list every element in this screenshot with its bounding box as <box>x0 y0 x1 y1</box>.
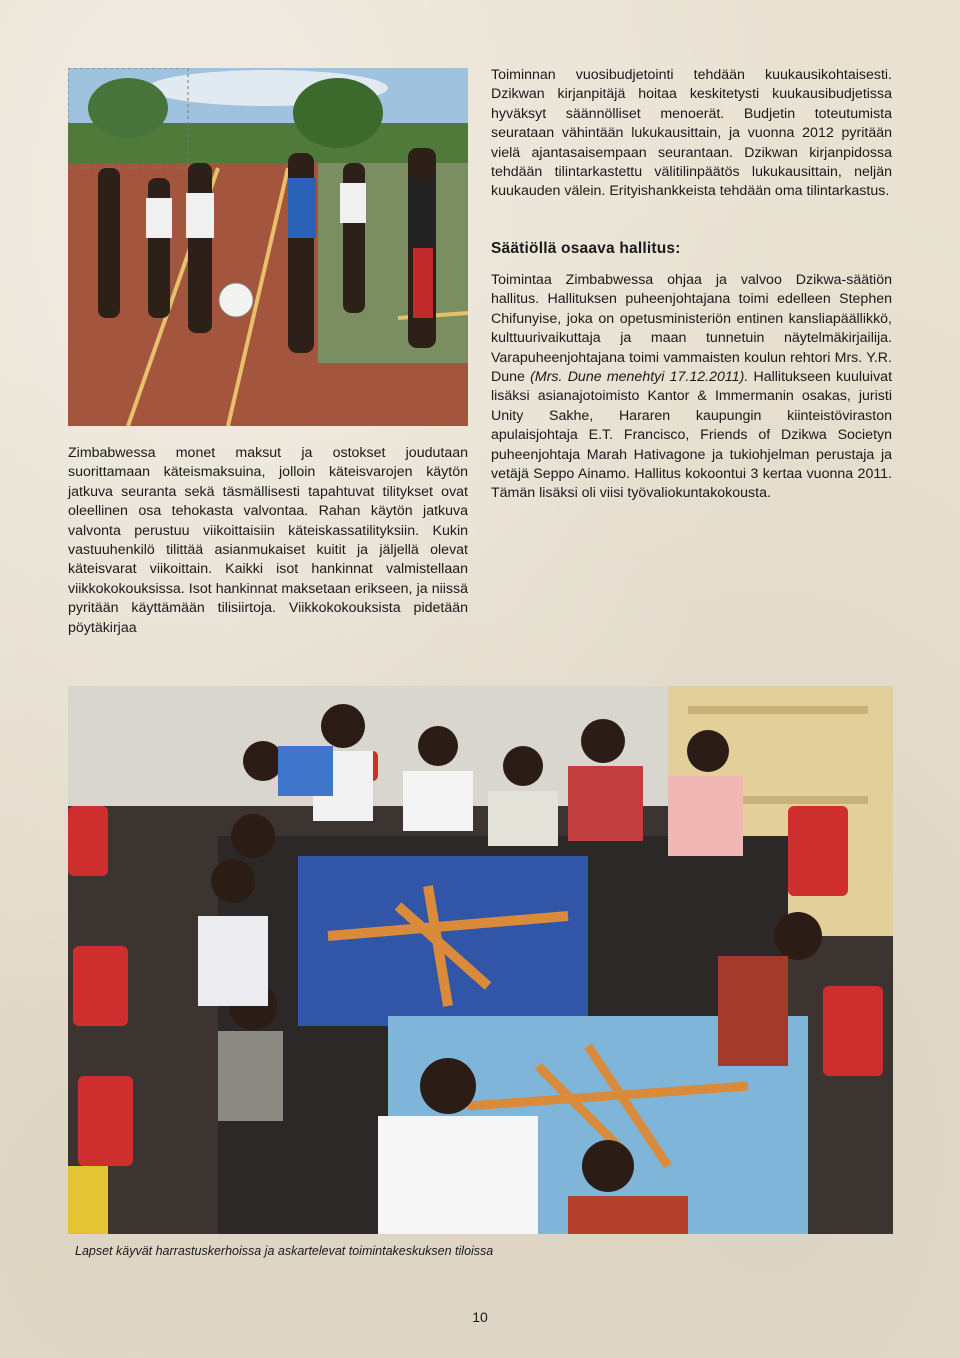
body-text-board <box>491 271 892 504</box>
board-text-italic: (Mrs. Dune menehtyi 17.12.2011). <box>530 369 749 386</box>
board-text-part1: Toimintaa Zimbabwessa ohjaa ja valvoo Dzikwa-säätiön hallitus. Hallituksen puheenjohtajana toimi edelleen Stephen Chifunyise, joka on opetusministeriön entinen kansliapäällikkö, kulttuurivaikuttaja ja maan tunnetuin näytelmäkirjailija. Varapuheenjohtajana toimi vammaisten koulun rehtori Mrs. Y.R. Dune <box>491 272 892 386</box>
board-text-part2: Hallitukseen kuuluivat lisäksi asianajotoimisto Kantor & Immermanin osakas, juristi Unity Sakhe, Hararen kaupungin kiinteistöviraston apulaisjohtaja E.T. Francisco, Friends of Dzikwa Societyn puheenjohtaja Marah Hativagone ja tukiohjelman perustaja ja vetäjä Seppo Ainamo. Hallitus kokoontui 3 kertaa vuonna 2011. Tämän lisäksi oli viisi työvaliokuntakokousta. <box>491 369 893 502</box>
page-number: 10 <box>472 1309 488 1325</box>
photo-caption: Lapset käyvät harrastuskerhoissa ja askartelevat toimintakeskuksen tiloissa <box>75 1244 494 1258</box>
photo-football-court <box>68 68 468 426</box>
photo-children-crafts <box>68 686 893 1234</box>
body-text-left: Zimbabwessa monet maksut ja ostokset joudutaan suorittamaan käteismaksuina, jolloin käteisvarojen käytön jatkuva seuranta sekä täsmällisesti tapahtuvat tilitykset ovat oleellinen osa tehokasta valvontaa. Rahan käytön jatkuva valvonta perustuu viikoittaisiin käteiskassatilityksiin. Kukin vastuuhenkilö tilittää asianmukaiset kuitit ja jäljellä olevat käteisvarat viikoittain. Kaikki isot hankinnat valmistellaan viikkokokouksissa. Isot hankinnat maksetaan erikseen, ja niissä pyritään käyttämään tilisiirtoja. Viikkokokouksista pidetään pöytäkirjaa <box>68 445 468 636</box>
body-text-budget: Toiminnan vuosibudjetointi tehdään kuukausikohtaisesti. Dzikwan kirjanpitäjä hoitaa keskitetysti kuukausibudjetissa hyväksyt säännölliset menoerät. Budjetin toteutumista seurataan vähintään lukukausittain, ja vuonna 2012 pyritään vielä ajantasaisempaan seurantaan. Dzikwan kirjanpidossa tehdään tilintarkastettu välitilinpäätös lukukausittain, neljän kuukauden välein. Erityishankkeista tehdään oma tilintarkastus. <box>491 67 892 200</box>
section-heading: Säätiöllä osaava hallitus: <box>491 240 681 257</box>
